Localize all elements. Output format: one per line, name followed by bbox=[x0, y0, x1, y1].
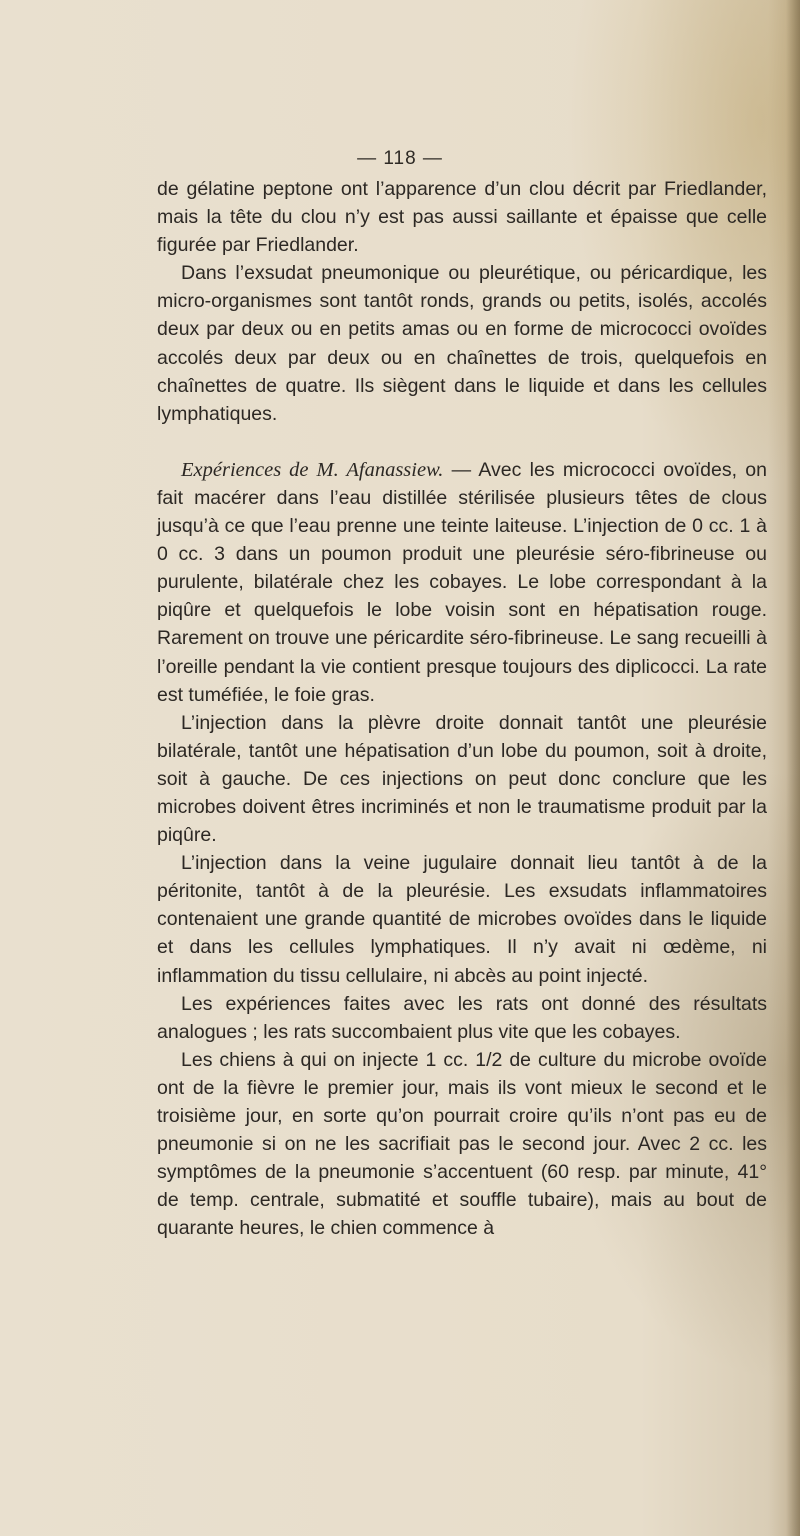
paragraph-1: de gélatine peptone ont l’apparence d’un clou décrit par Friedlander, mais la tête du clou n’y est pas aussi saillante et épaisse que celle figurée par Friedlander. bbox=[157, 178, 767, 257]
paragraph-3 bbox=[157, 456, 767, 709]
paragraph-2: Dans l’exsudat pneumonique ou pleurétique, ou péricardique, les micro-organismes sont tantôt ronds, grands ou petits, isolés, accolés deux par deux ou en petits amas ou en forme de micrococci ovoïdes accolés deux par deux ou en chaînettes de trois, quelquefois en chaînettes de quatre. Ils siègent dans le liquide et dans les cellules lymphatiques. bbox=[157, 262, 767, 425]
paragraph-5: L’injection dans la veine jugulaire donnait lieu tantôt à de la péritonite, tantôt à de la pleurésie. Les exsudats inflammatoires contenaient une grande quantité de microbes ovoïdes dans le liquide et dans les cellules lymphatiques. Il n’y avait ni œdème, ni inflammation du tissu cellulaire, ni abcès au point injecté. bbox=[157, 852, 767, 987]
body-text bbox=[157, 175, 767, 1242]
paragraph-3-text: — Avec les micrococci ovoïdes, on fait macérer dans l’eau distillée stérilisée plusieurs têtes de clous jusqu’à ce que l’eau prenne une teinte laiteuse. L’injection de 0 cc. 1 à 0 cc. 3 dans un poumon produit une pleurésie séro-fibrineuse ou purulente, bilatérale chez les cobayes. Le lobe correspondant à la piqûre et quelquefois le lobe voisin sont en hépatisation rouge. Rarement on trouve une péricardite séro-fibrineuse. Le sang recueilli à l’oreille pendant la vie contient presque toujours des diplicocci. La rate est tuméfiée, le foie gras. bbox=[157, 458, 767, 706]
paragraph-4: L’injection dans la plèvre droite donnait tantôt une pleurésie bilatérale, tantôt une hépatisation d’un lobe du poumon, soit à droite, soit à gauche. De ces injections on peut donc conclure que les microbes doivent êtres incriminés et non le traumatisme produit par la piqûre. bbox=[157, 711, 767, 847]
paragraph-6: Les expériences faites avec les rats ont donné des résultats analogues ; les rats succombaient plus vite que les cobayes. bbox=[157, 992, 767, 1043]
experiments-heading: Expériences de M. Afanassiew. bbox=[181, 458, 444, 481]
page-number: — 118 — bbox=[357, 148, 443, 169]
paragraph-7: Les chiens à qui on injecte 1 cc. 1/2 de culture du microbe ovoïde ont de la fièvre le premier jour, mais ils vont mieux le second et le troisième jour, en sorte qu’on pourrait croire qu’ils n’ont pas eu de pneumonie si on ne les sacrifiait pas le second jour. Avec 2 cc. les symptômes de la pneumonie s’accentuent (60 resp. par minute, 41° de temp. centrale, submatité et souffle tubaire), mais au bout de quarante heures, le chien commence à bbox=[157, 1048, 767, 1240]
page-edge-shadow bbox=[786, 0, 800, 1536]
